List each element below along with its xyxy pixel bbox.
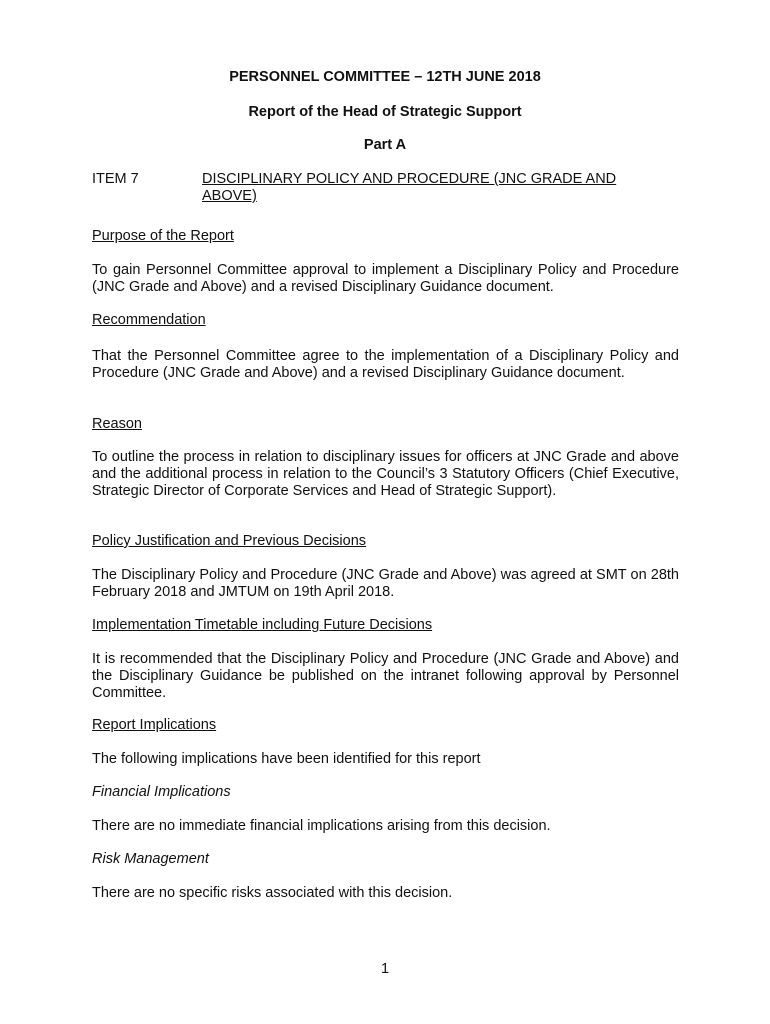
reason-heading: Reason	[92, 416, 142, 432]
document-subtitle: Report of the Head of Strategic Support	[248, 104, 522, 120]
document-part: Part A	[363, 137, 407, 153]
risk-text: There are no specific risks associated with this decision.	[92, 885, 453, 901]
document-title: PERSONNEL COMMITTEE – 12TH JUNE 2018	[229, 69, 541, 85]
policy-heading: Policy Justification and Previous Decisions	[92, 533, 367, 549]
item-title: DISCIPLINARY POLICY AND PROCEDURE (JNC GRADE AND ABOVE)	[202, 171, 617, 204]
purpose-text: To gain Personnel Committee approval to implement a Disciplinary Policy and Procedure (JNC Grade and Above) and a revised Disciplinary Guidance document.	[92, 262, 679, 295]
purpose-heading: Purpose of the Report	[92, 228, 234, 244]
recommendation-text: That the Personnel Committee agree to the implementation of a Disciplinary Policy and Procedure (JNC Grade and Above) and a revised Disciplinary Guidance document.	[92, 348, 679, 381]
risk-heading: Risk Management	[92, 851, 209, 867]
reason-text: To outline the process in relation to disciplinary issues for officers at JNC Grade and above and the additional process in relation to the Council’s 3 Statutory Officers (Chief Executive, Strategic Director of Corporate Services and Head of Strategic Support).	[92, 449, 679, 499]
page-number: 1	[380, 961, 390, 977]
recommendation-heading: Recommendation	[92, 312, 206, 328]
timetable-heading: Implementation Timetable including Future Decisions	[92, 617, 433, 633]
financial-text: There are no immediate financial implications arising from this decision.	[92, 818, 551, 834]
implications-heading: Report Implications	[92, 717, 217, 733]
item-label: ITEM 7	[92, 171, 139, 187]
implications-text: The following implications have been identified for this report	[92, 751, 481, 767]
financial-heading: Financial Implications	[92, 784, 231, 800]
timetable-text: It is recommended that the Disciplinary Policy and Procedure (JNC Grade and Above) and the Disciplinary Guidance be published on the intranet following approval by Personnel Committee.	[92, 651, 679, 701]
policy-text: The Disciplinary Policy and Procedure (JNC Grade and Above) was agreed at SMT on 28th February 2018 and JMTUM on 19th April 2018.	[92, 567, 679, 600]
